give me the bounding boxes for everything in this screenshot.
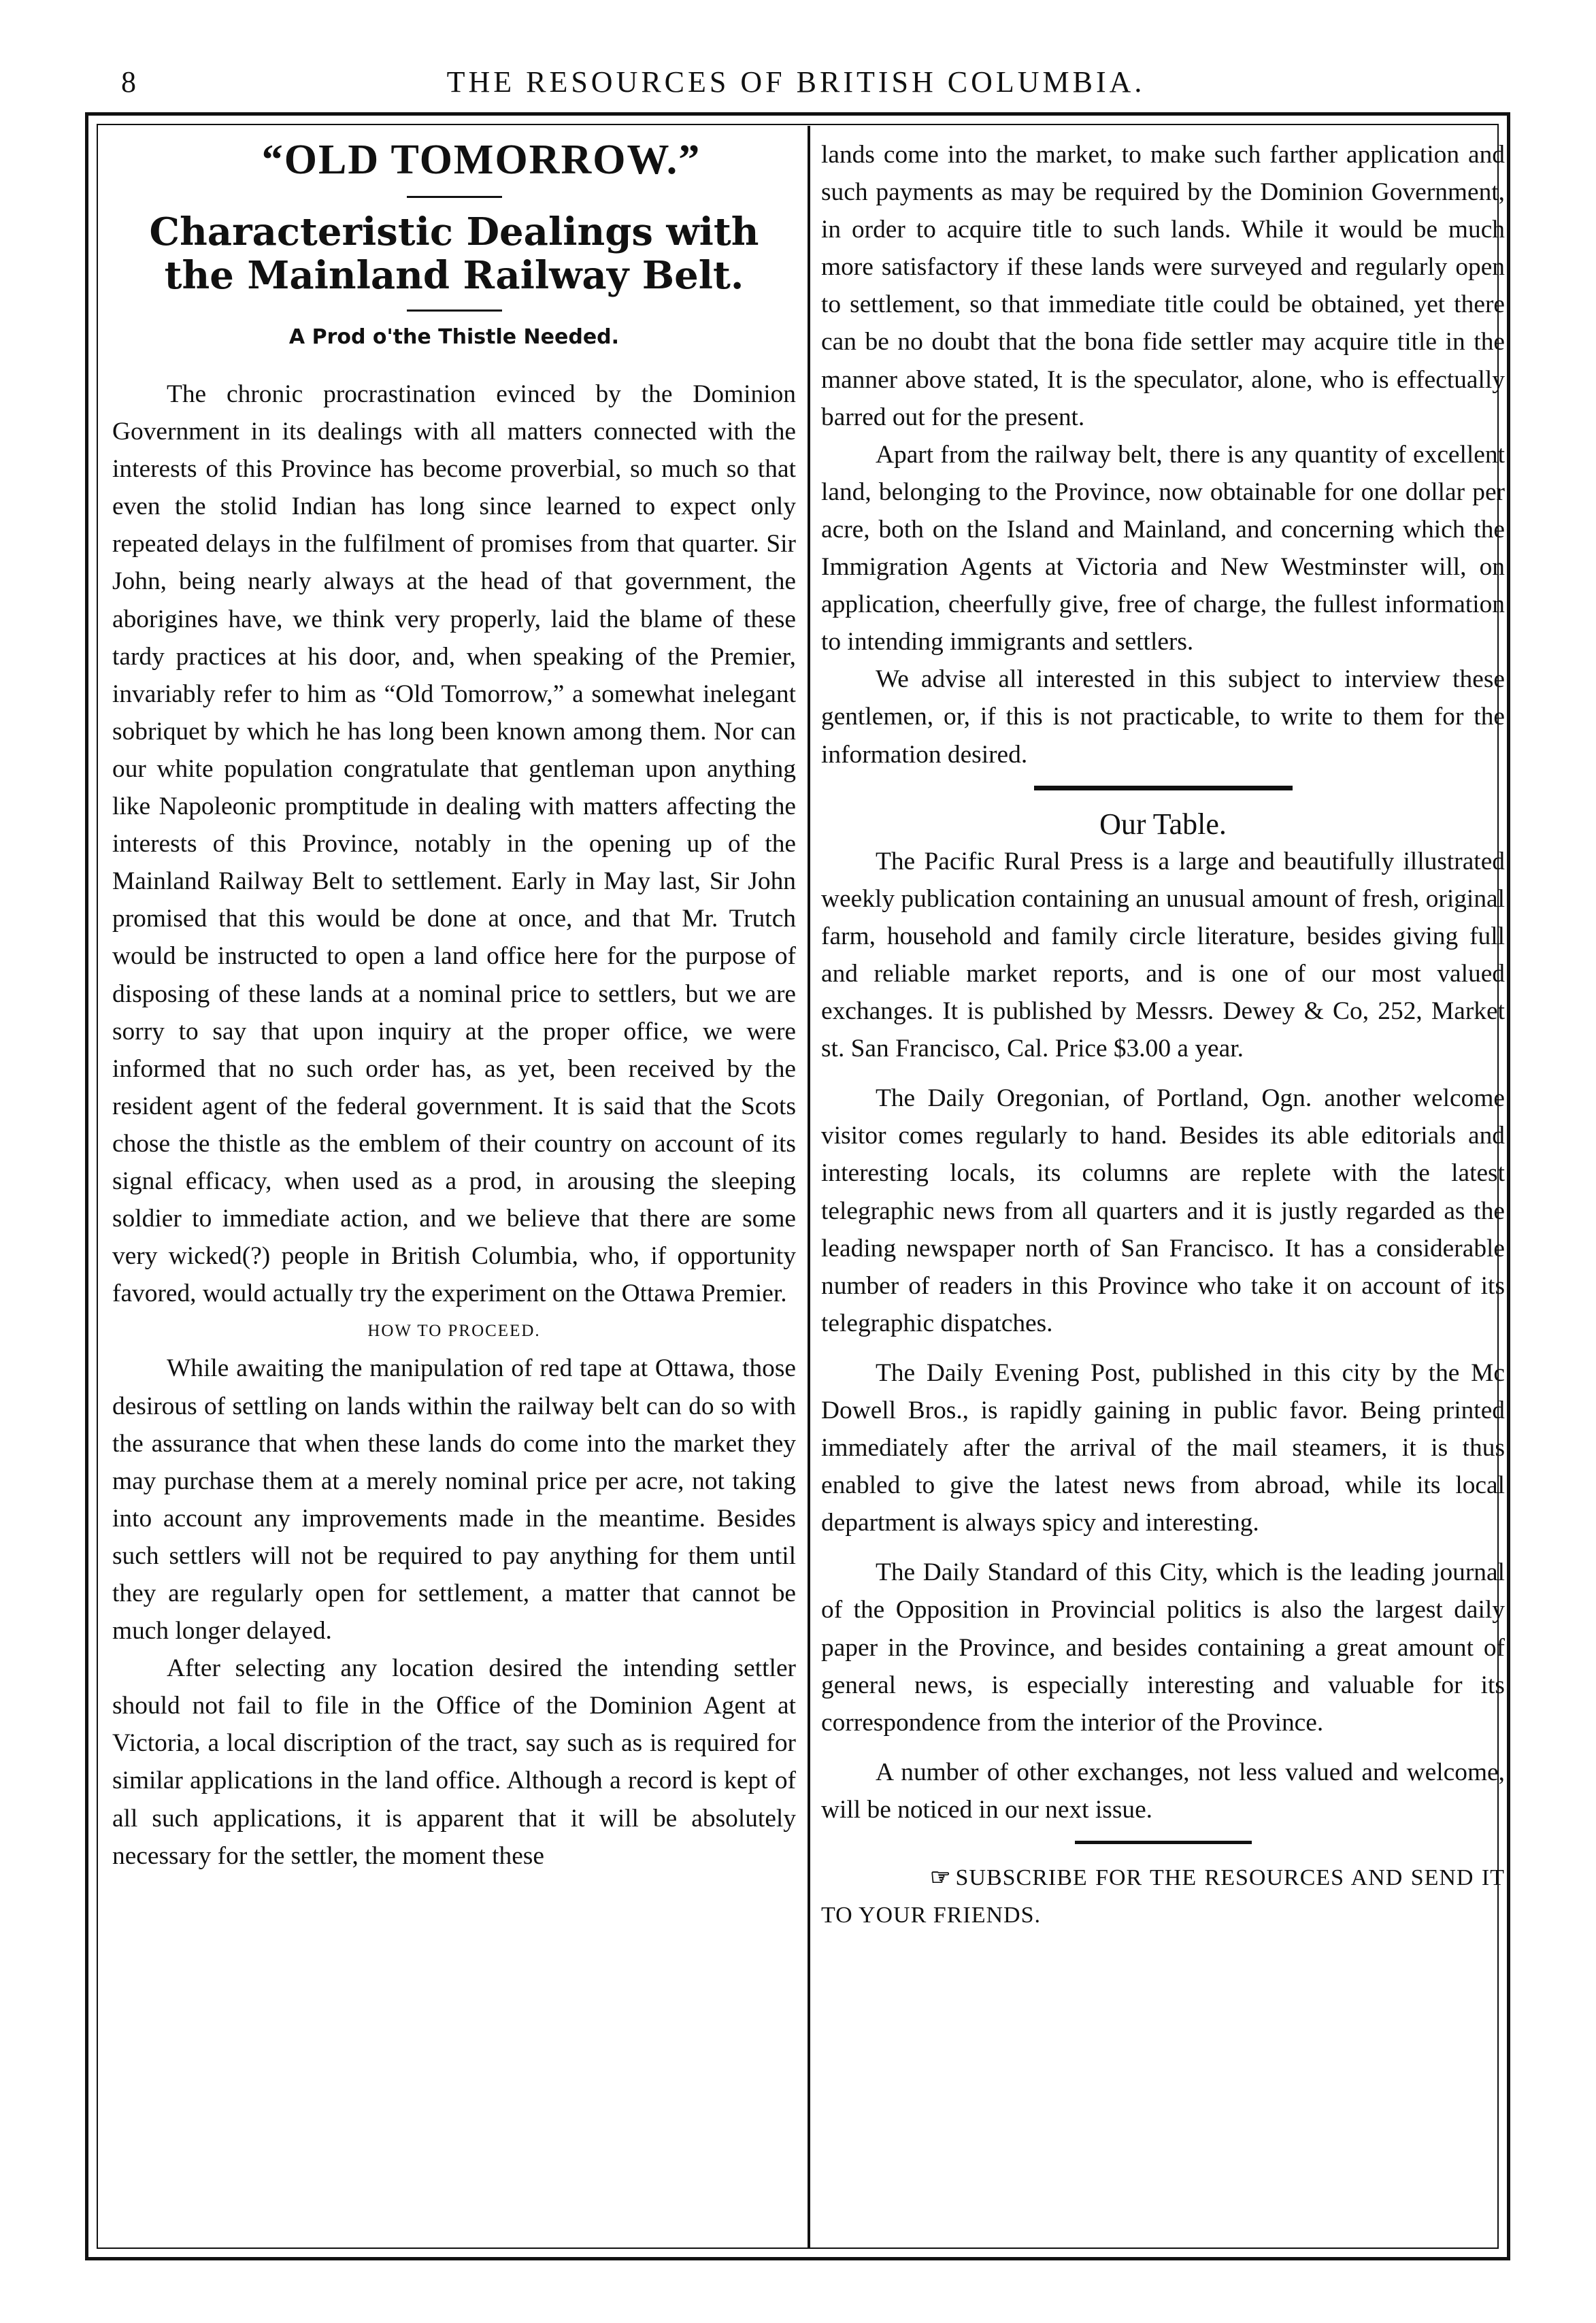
article-deck: Characteristic Dealings with the Mainland Railway Belt. bbox=[149, 210, 759, 298]
article-headline: “OLD TOMORROW.” bbox=[261, 137, 701, 183]
subscribe-notice bbox=[821, 1859, 1505, 1934]
page-header bbox=[82, 65, 1510, 119]
column-divider bbox=[808, 126, 810, 2248]
closing-rule bbox=[1075, 1841, 1252, 1844]
section-subhead: HOW TO PROCEED. bbox=[367, 1322, 541, 1341]
subscribe-text: SUBSCRIBE FOR THE RESOURCES AND SEND IT TO YOUR FRIENDS. bbox=[821, 1865, 1505, 1928]
right-column bbox=[821, 136, 1505, 2238]
review-paragraph: The Daily Standard of this City, which is the leading journal of the Opposition in Provincial politics is also the largest daily paper in the Province, and besides containing a great amount of general news, is especially interesting and valuable for its correspondence from the interior of the Province. bbox=[821, 1558, 1505, 1737]
section-title: Our Table. bbox=[1099, 807, 1227, 841]
running-title: THE RESOURCES OF BRITISH COLUMBIA. bbox=[446, 65, 1146, 99]
article-paragraph: After selecting any location desired the intending settler should not fail to file in the Office of the Dominion Agent at Victoria, a local discription of the tract, say such as is required for similar applications in the land office. Although a record is kept of all such applications, it is apparent that it will be absolutely necessary for the settler, the moment these bbox=[112, 1654, 796, 1870]
deck-rule bbox=[407, 310, 502, 312]
review-paragraph: The Daily Oregonian, of Portland, Ogn. another welcome visitor comes regularly to hand. Besides its able editorials and interesting locals, its columns are replete with the latest telegraphic news from all quarters and it is justly regarded as the leading newspaper north of San Francisco. It has a considerable number of readers in this Province who take it on account of its telegraphic dispatches. bbox=[821, 1084, 1505, 1337]
section-rule bbox=[1034, 786, 1293, 790]
headline-rule bbox=[407, 196, 502, 198]
article-paragraph: We advise all interested in this subject to interview these gentlemen, or, if this is not practicable, to write to them for the information desired. bbox=[821, 665, 1505, 769]
pointing-hand-icon: ☞ bbox=[930, 1865, 952, 1891]
review-paragraph: The Pacific Rural Press is a large and beautifully illustrated weekly publication containing an unusual amount of fresh, original farm, household and family circle literature, besides giving full and reliable market reports, and is one of our most valued exchanges. It is published by Messrs. Dewey & Co, 252, Market st. San Francisco, Cal. Price $3.00 a year. bbox=[821, 847, 1505, 1063]
left-column bbox=[112, 136, 796, 2238]
article-subdeck: A Prod o'the Thistle Needed. bbox=[288, 325, 620, 349]
article-paragraph: Apart from the railway belt, there is any quantity of excellent land, belonging to the Province, now obtainable for one dollar per acre, both on the Island and Mainland, and concerning which the Immigration Agents at Victoria and New Westminster will, on application, cheerfully give, free of charge, the fullest information to intending immigrants and settlers. bbox=[821, 440, 1505, 656]
review-paragraph: A number of other exchanges, not less valued and welcome, will be noticed in our next issue. bbox=[821, 1758, 1505, 1824]
review-paragraph: The Daily Evening Post, published in this city by the Mc Dowell Bros., is rapidly gaining in public favor. Being printed immediately after the arrival of the mail steamers, it is thus enabled to give the latest news from abroad, while its local department is always spicy and interesting. bbox=[821, 1358, 1505, 1537]
article-paragraph: The chronic procrastination evinced by the Dominion Government in its dealings with all matters connected with the interests of this Province has become proverbial, so much so that even the stolid Indian has long since learned to expect only repeated delays in the fulfilment of promises from that quarter. Sir John, being nearly always at the head of that government, the aborigines have, we think very properly, laid the blame of these tardy practices at his door, and, when speaking of the Premier, invariably refer to him as “Old Tomorrow,” a somewhat inelegant sobriquet by which he has long been known among them. Nor can our white population congratulate that gentleman upon anything like Napoleonic promptitude in dealing with matters affecting the interests of this Province, notably in the opening up of the Mainland Railway Belt to settlement. Early in May last, Sir John promised that this would be done at once, and that Mr. Trutch would be instructed to open a land office here for the purpose of disposing of these lands at a nominal price to settlers, but we are sorry to say that upon inquiry at the proper office, we were informed that no such order has, as yet, been received by the resident agent of the federal government. It is said that the Scots chose the thistle as the emblem of their country on account of its signal efficacy, when used as a prod, in arousing the sleeping soldier to immediate action, and we believe that there are some very wicked(?) people in British Columbia, who, if opportunity favored, would actually try the experiment on the Ottawa Premier. bbox=[112, 380, 796, 1308]
article-paragraph: While awaiting the manipulation of red tape at Ottawa, those desirous of settling on lands within the railway belt can do so with the assurance that when these lands do come into the market they may purchase them at a merely nominal price per acre, not taking into account any improvements made in the meantime. Besides such settlers will not be required to pay anything for them until they are regularly open for settlement, a matter that cannot be much longer delayed. bbox=[112, 1354, 796, 1645]
page-number: 8 bbox=[121, 65, 137, 99]
article-paragraph: lands come into the market, to make such farther application and such payments as may be required by the Dominion Government, in order to acquire title to such lands. While it would be much more satisfactory if these lands were surveyed and regularly open to settlement, so that immediate title could be obtained, yet there can be no doubt that the bona fide settler may acquire title in the manner above stated, It is the speculator, alone, who is effectually barred out for the present. bbox=[821, 141, 1505, 431]
